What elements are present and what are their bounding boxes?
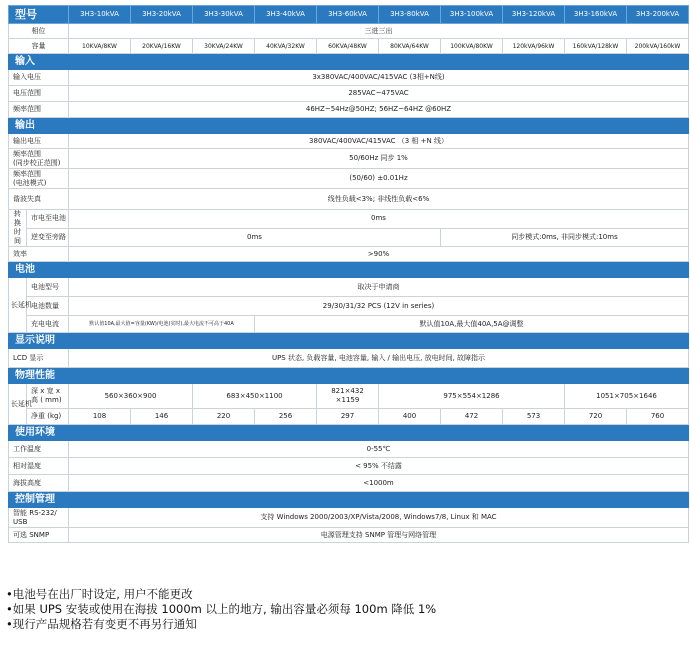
row-label: 市电至电池 (27, 210, 69, 229)
dimension-value: 821×432 ×1159 (317, 384, 379, 409)
row-value: 50/60Hz 同步 1% (69, 149, 689, 169)
phase-label: 相位 (9, 24, 69, 39)
weight-value: 760 (627, 409, 689, 425)
model-name: 3H3-120kVA (503, 6, 565, 24)
dimension-value: 683×450×1100 (193, 384, 317, 409)
row-label: 输出电压 (9, 134, 69, 149)
section-environment (9, 425, 689, 441)
temperature-row (9, 441, 689, 458)
spec-table (8, 5, 689, 543)
row-value: 380VAC/400VAC/415VAC （3 相 +N 线） (69, 134, 689, 149)
weight-value: 400 (379, 409, 441, 425)
row-value: <1000m (69, 475, 689, 492)
row-value: UPS 状态, 负载容量, 电池容量, 输入 / 输出电压, 放电时间, 故障指示 (69, 349, 689, 368)
lcd-row (9, 349, 689, 368)
capacity-value: 80KVA/64KW (379, 39, 441, 54)
footnotes (6, 587, 436, 632)
model-name: 3H3-30kVA (193, 6, 255, 24)
capacity-value: 120kVA/96kW (503, 39, 565, 54)
model-name: 3H3-100kVA (441, 6, 503, 24)
section-title: 物理性能 (9, 368, 689, 384)
weight-row (9, 409, 689, 425)
row-value: 取决于申请商 (69, 278, 689, 297)
capacity-value: 160kVA/128kW (565, 39, 627, 54)
model-name: 3H3-40kVA (255, 6, 317, 24)
capacity-value: 100KVA/80KW (441, 39, 503, 54)
row-value: 支持 Windows 2000/2003/XP/Vista/2008, Windows7/8, Linux 和 MAC (69, 508, 689, 528)
section-title: 控制管理 (9, 492, 689, 508)
footnote: •现行产品规格若有变更不再另行通知 (6, 617, 197, 631)
row-label: 输入电压 (9, 70, 69, 86)
row-label: 海拔高度 (9, 475, 69, 492)
weight-value: 720 (565, 409, 627, 425)
row-value: 285VAC~475VAC (69, 86, 689, 102)
row-value: 默认值10A,最大值=容量(KW)/电池(实时),最大电流不可高于40A (69, 316, 255, 333)
row-label: 效率 (9, 247, 69, 262)
row-label: 智能 RS-232/ USB (9, 508, 69, 528)
row-label: 充电电流 (27, 316, 69, 333)
transfer-bypass-row (9, 228, 689, 247)
section-battery (9, 262, 689, 278)
frequency-range-row (9, 102, 689, 118)
capacity-row (9, 39, 689, 54)
transfer-mains-row (9, 210, 689, 229)
phase-value: 三进三出 (69, 24, 689, 39)
row-value: 29/30/31/32 PCS (12V in series) (69, 297, 689, 316)
spec-sheet (8, 5, 688, 543)
row-value: 电源管理支持 SNMP 管理与网络管理 (69, 528, 689, 543)
row-label: LCD 显示 (9, 349, 69, 368)
smart-interface-row (9, 508, 689, 528)
model-header: 型号 (9, 6, 69, 24)
section-title: 显示说明 (9, 333, 689, 349)
row-label: 电池数量 (27, 297, 69, 316)
weight-value: 256 (255, 409, 317, 425)
model-name: 3H3-200kVA (627, 6, 689, 24)
output-voltage-row (9, 134, 689, 149)
row-value: 3x380VAC/400VAC/415VAC (3相+N线) (69, 70, 689, 86)
section-management (9, 492, 689, 508)
section-title: 输入 (9, 54, 689, 70)
dimension-value: 975×554×1286 (379, 384, 565, 409)
section-title: 使用环境 (9, 425, 689, 441)
capacity-value: 60KVA/48KW (317, 39, 379, 54)
efficiency-row (9, 247, 689, 262)
weight-value: 220 (193, 409, 255, 425)
weight-value: 297 (317, 409, 379, 425)
row-label: 频率范围 (9, 102, 69, 118)
dimensions-row (9, 384, 689, 409)
section-title: 输出 (9, 118, 689, 134)
row-value: 0-55℃ (69, 441, 689, 458)
thd-row (9, 189, 689, 210)
battery-group-label: 长延机 (9, 278, 27, 333)
dimension-value: 1051×705×1646 (565, 384, 689, 409)
row-value: (50/60) ±0.01Hz (69, 169, 689, 189)
transfer-group-label: 转换 时间 (9, 210, 27, 247)
phase-row (9, 24, 689, 39)
row-value: 同步模式:0ms, 非同步模式:10ms (441, 228, 689, 247)
row-value: 46HZ~54Hz@50HZ; 56HZ~64HZ @60HZ (69, 102, 689, 118)
input-voltage-row (9, 70, 689, 86)
footnote: •如果 UPS 安装或使用在海拔 1000m 以上的地方, 输出容量必须每 100m 降低 1% (6, 602, 437, 616)
row-label: 工作温度 (9, 441, 69, 458)
row-label: 谐波失真 (9, 189, 69, 210)
capacity-value: 20KVA/16KW (131, 39, 193, 54)
battery-charge-row (9, 316, 689, 333)
row-label: 频率范围 (电池模式) (9, 169, 69, 189)
row-label: 可选 SNMP (9, 528, 69, 543)
row-label: 电池型号 (27, 278, 69, 297)
freq-sync-row (9, 149, 689, 169)
section-physical (9, 368, 689, 384)
weight-value: 573 (503, 409, 565, 425)
capacity-value: 30KVA/24KW (193, 39, 255, 54)
voltage-range-row (9, 86, 689, 102)
row-value: 0ms (69, 210, 689, 229)
dimension-value: 560×360×900 (69, 384, 193, 409)
row-label: 深 x 宽 x 高 ( mm) (27, 384, 69, 409)
row-label: 相对湿度 (9, 458, 69, 475)
section-input (9, 54, 689, 70)
section-title: 电池 (9, 262, 689, 278)
model-name: 3H3-60kVA (317, 6, 379, 24)
row-label: 净重 (kg) (27, 409, 69, 425)
row-label: 频率范围 (同步校正范围) (9, 149, 69, 169)
model-name: 3H3-80kVA (379, 6, 441, 24)
weight-value: 472 (441, 409, 503, 425)
model-name: 3H3-160kVA (565, 6, 627, 24)
weight-value: 146 (131, 409, 193, 425)
header-row (9, 6, 689, 24)
physical-group-label: 长延机 (9, 384, 27, 425)
row-label: 逆变至旁路 (27, 228, 69, 247)
model-name: 3H3-20kVA (131, 6, 193, 24)
footnote: •电池号在出厂时设定, 用户不能更改 (6, 587, 193, 601)
humidity-row (9, 458, 689, 475)
capacity-value: 200kVA/160kW (627, 39, 689, 54)
row-value: < 95% 不结露 (69, 458, 689, 475)
capacity-value: 10KVA/8KW (69, 39, 131, 54)
battery-count-row (9, 297, 689, 316)
section-output (9, 118, 689, 134)
capacity-value: 40KVA/32KW (255, 39, 317, 54)
snmp-row (9, 528, 689, 543)
row-value: 默认值10A,最大值40A,5A@调整 (255, 316, 689, 333)
model-name: 3H3-10kVA (69, 6, 131, 24)
weight-value: 108 (69, 409, 131, 425)
capacity-label: 容量 (9, 39, 69, 54)
altitude-row (9, 475, 689, 492)
battery-model-row (9, 278, 689, 297)
freq-battery-row (9, 169, 689, 189)
row-value: 0ms (69, 228, 441, 247)
row-value: 线性负载<3%; 非线性负载<6% (69, 189, 689, 210)
row-value: >90% (69, 247, 689, 262)
section-display (9, 333, 689, 349)
row-label: 电压范围 (9, 86, 69, 102)
